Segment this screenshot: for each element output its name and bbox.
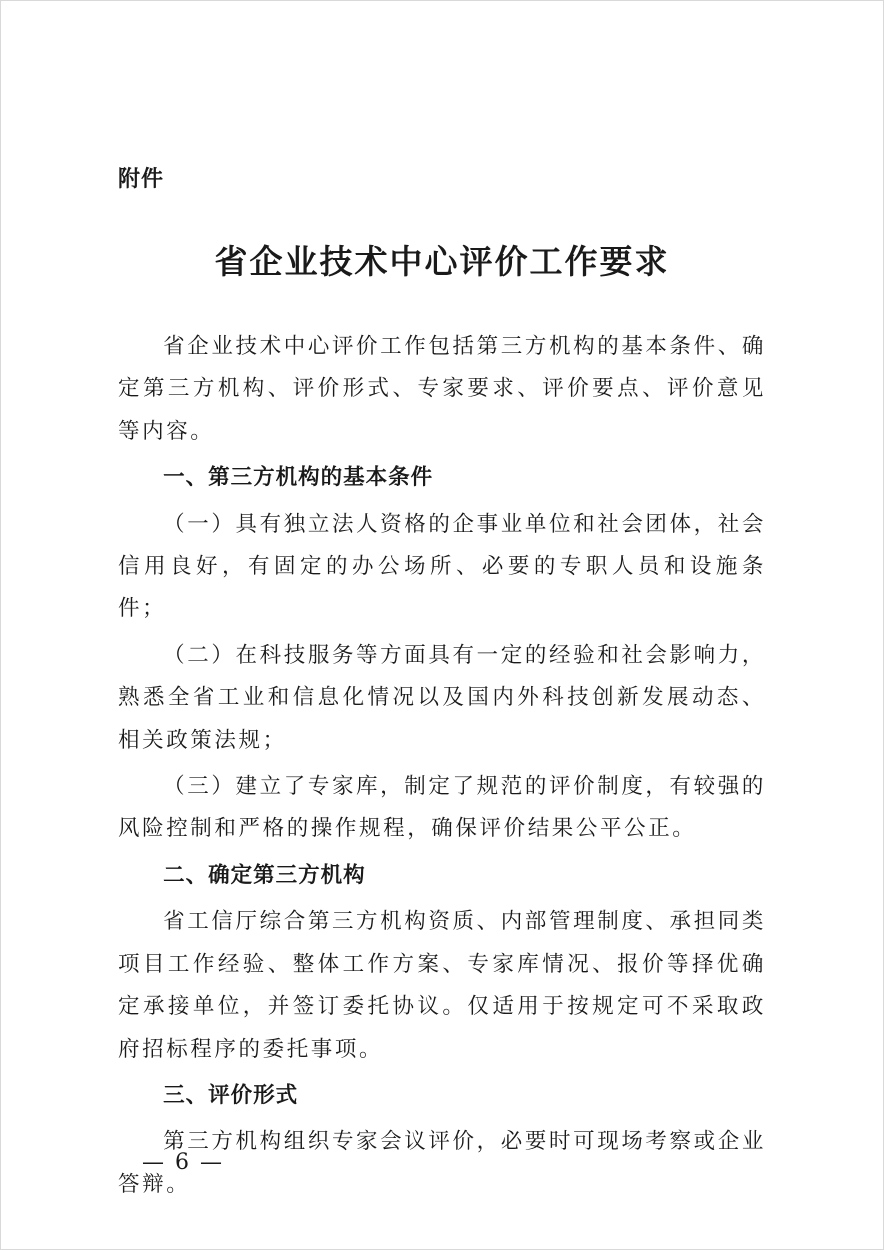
page-number: — 6 —: [142, 1150, 224, 1175]
document-title: 省企业技术中心评价工作要求: [214, 242, 670, 281]
attachment-label: 附件: [118, 167, 165, 192]
section-2-heading: 二、确定第三方机构: [163, 862, 366, 888]
section-1-item-3: （三）建立了专家库，制定了规范的评价制度，有较强的风险控制和严格的操作规程，确保评价结果公平公正。: [118, 774, 766, 842]
intro-paragraph: 省企业技术中心评价工作包括第三方机构的基本条件、确定第三方机构、评价形式、专家要求、评价要点、评价意见等内容。: [118, 334, 766, 444]
section-2-paragraph: 省工信厅综合第三方机构资质、内部管理制度、承担同类项目工作经验、整体工作方案、专家库情况、报价等择优确定承接单位，并签订委托协议。仅适用于按规定可不采取政府招标程序的委托事项。: [118, 909, 766, 1062]
section-1-item-1: （一）具有独立法人资格的企事业单位和社会团体，社会信用良好，有固定的办公场所、必要的专职人员和设施条件；: [118, 511, 766, 622]
section-1-heading: 一、第三方机构的基本条件: [163, 465, 434, 491]
document-body: [118, 326, 766, 1210]
section-1-item-2: （二）在科技服务等方面具有一定的经验和社会影响力，熟悉全省工业和信息化情况以及国内外科技创新发展动态、相关政策法规；: [118, 642, 766, 753]
section-3-paragraph: 第三方机构组织专家会议评价，必要时可现场考察或企业答辩。: [118, 1129, 766, 1197]
section-3-heading: 三、评价形式: [163, 1082, 299, 1108]
